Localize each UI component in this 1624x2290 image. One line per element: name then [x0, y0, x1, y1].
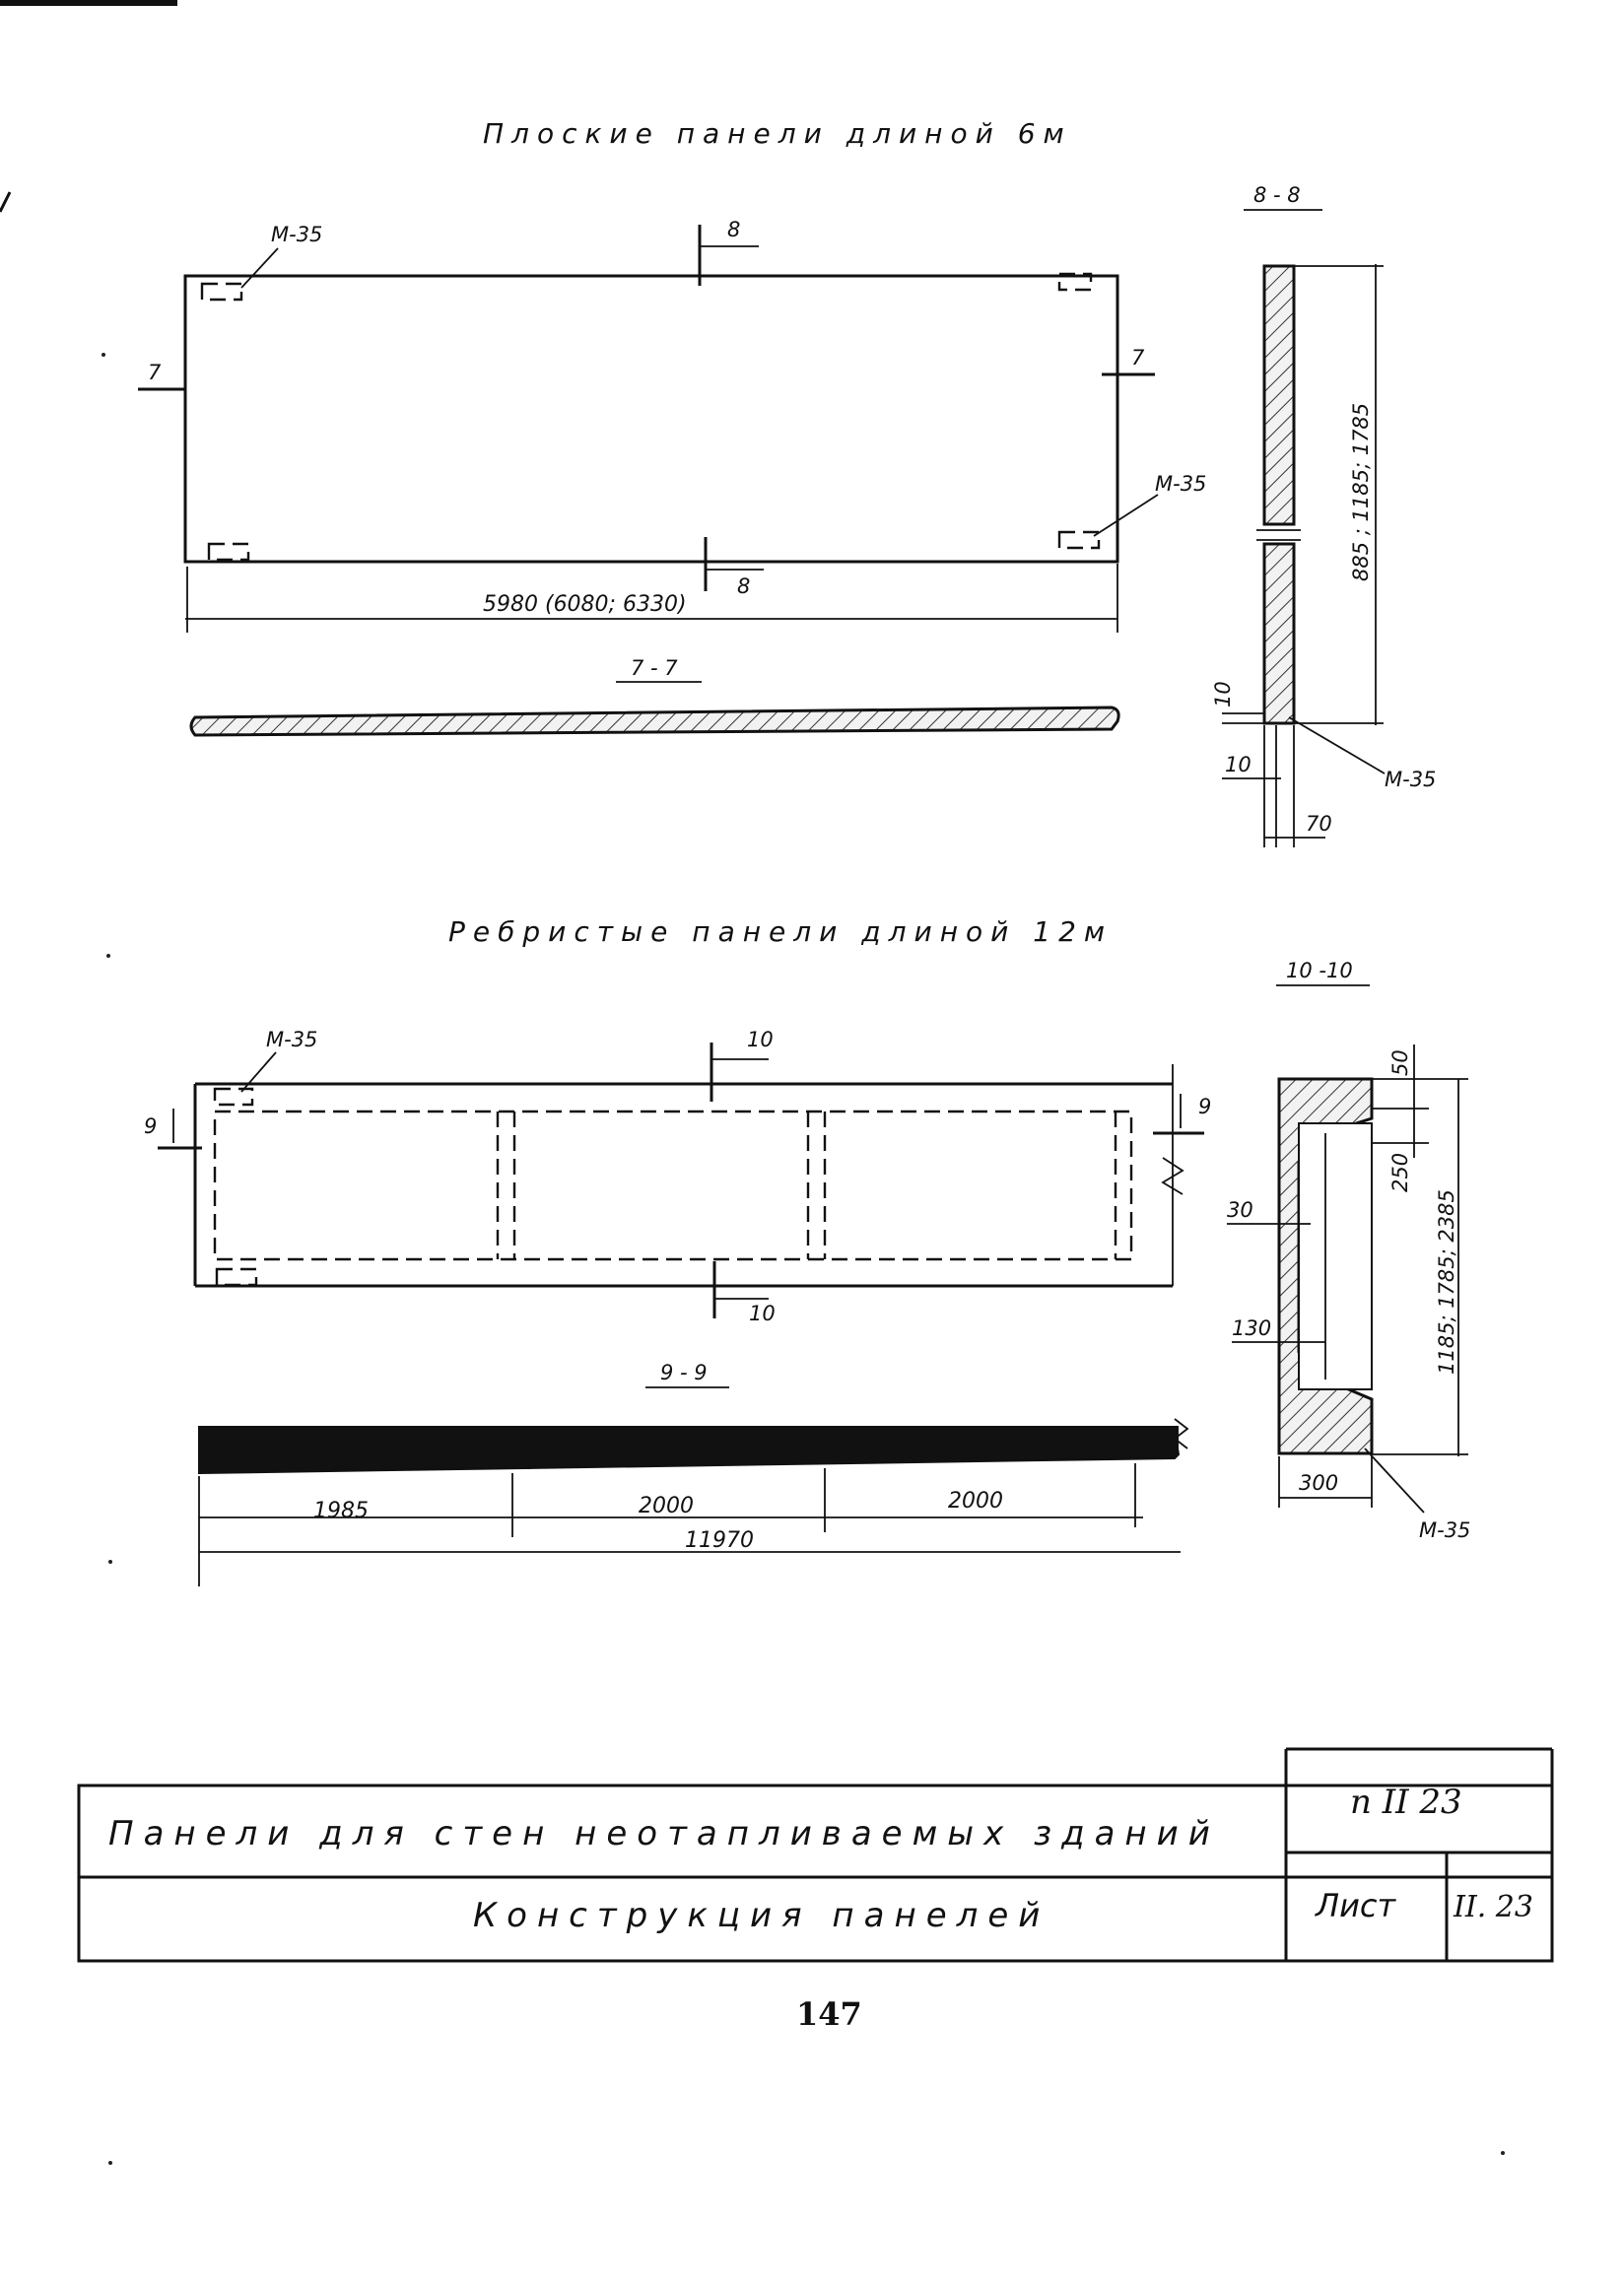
dim-70: 70 — [1306, 812, 1332, 836]
scan-speck — [1501, 2151, 1505, 2155]
cut-label-8-top: 8 — [727, 218, 741, 241]
dim-2000-a: 2000 — [639, 1494, 694, 1518]
dim-1985: 1985 — [313, 1499, 369, 1523]
embed-part — [215, 1089, 252, 1105]
section-9-9-title: 9 - 9 — [660, 1361, 708, 1384]
dim-130: 130 — [1232, 1316, 1272, 1340]
dim-10-vertical: 10 — [1211, 681, 1235, 707]
dim-50: 50 — [1388, 1049, 1412, 1076]
section-7-7-slab — [191, 707, 1118, 735]
section-7-7-title: 7 - 7 — [631, 656, 678, 680]
dim-10-horizontal: 10 — [1225, 753, 1252, 776]
embed-part — [209, 544, 248, 560]
cut-label-8-bottom: 8 — [737, 574, 751, 598]
title-block-subtitle: Конструкция панелей — [473, 1896, 1050, 1935]
title-block-name: Панели для стен неотапливаемых зданий — [108, 1814, 1220, 1853]
cut-label-10-top: 10 — [747, 1028, 774, 1051]
dim-11970: 11970 — [685, 1528, 754, 1553]
scan-edge-mark — [0, 0, 177, 6]
embed-part — [202, 284, 241, 300]
cut-label-9-left: 9 — [144, 1114, 158, 1138]
title-block-code: п II 23 — [1350, 1783, 1462, 1822]
dim-height-10-10: 1185; 1785; 2385 — [1435, 1189, 1458, 1375]
leader-line — [1289, 717, 1385, 774]
embed-label-ribbed: М-35 — [266, 1028, 318, 1051]
embed-label-10-10: М-35 — [1419, 1518, 1471, 1542]
embed-label-8-8: М-35 — [1385, 768, 1437, 791]
cut-label-10-bottom: 10 — [749, 1302, 776, 1325]
cut-label-7-left: 7 — [148, 361, 162, 384]
title-block-sheet-label: Лист — [1316, 1887, 1396, 1924]
dim-30: 30 — [1227, 1198, 1253, 1222]
page-number: 147 — [796, 1995, 862, 2033]
dim-length: 5980 (6080; 6330) — [483, 592, 687, 617]
cut-label-7-right: 7 — [1131, 346, 1145, 370]
title-block-sheet-number: II. 23 — [1454, 1890, 1533, 1924]
cut-label-9-right: 9 — [1198, 1095, 1212, 1118]
section-8-8-title: 8 - 8 — [1253, 183, 1301, 207]
scan-speck — [102, 353, 105, 357]
scan-mark — [0, 192, 10, 212]
embed-part — [217, 1269, 256, 1285]
embed-label-top: М-35 — [271, 223, 323, 246]
section-8-8-slab-bottom — [1264, 544, 1294, 723]
scan-speck — [108, 2161, 112, 2165]
leader-line — [241, 248, 278, 288]
section-8-8-slab-top — [1264, 266, 1294, 524]
dim-300: 300 — [1299, 1471, 1339, 1495]
leader-line — [241, 1052, 276, 1092]
scan-speck — [106, 954, 110, 958]
embed-label-right: М-35 — [1155, 472, 1207, 496]
dashed-rib-frame — [215, 1111, 1131, 1259]
section-9-9-profile — [199, 1427, 1179, 1473]
flat-panels-title: Плоские панели длиной 6м — [483, 117, 1072, 150]
flat-panel-plan — [185, 276, 1117, 562]
ribbed-panels-title: Ребристые панели длиной 12м — [448, 915, 1114, 948]
leader-line — [1094, 495, 1158, 536]
section-10-10-web — [1299, 1123, 1372, 1389]
section-10-10-title: 10 -10 — [1286, 959, 1353, 982]
leader-line — [1365, 1448, 1424, 1513]
dim-2000-b: 2000 — [948, 1489, 1003, 1514]
dim-height-8-8: 885 ; 1185; 1785 — [1349, 402, 1373, 581]
dim-250: 250 — [1388, 1152, 1412, 1192]
embed-part — [1059, 532, 1099, 548]
break-mark — [1163, 1158, 1183, 1194]
scan-speck — [108, 1560, 112, 1564]
